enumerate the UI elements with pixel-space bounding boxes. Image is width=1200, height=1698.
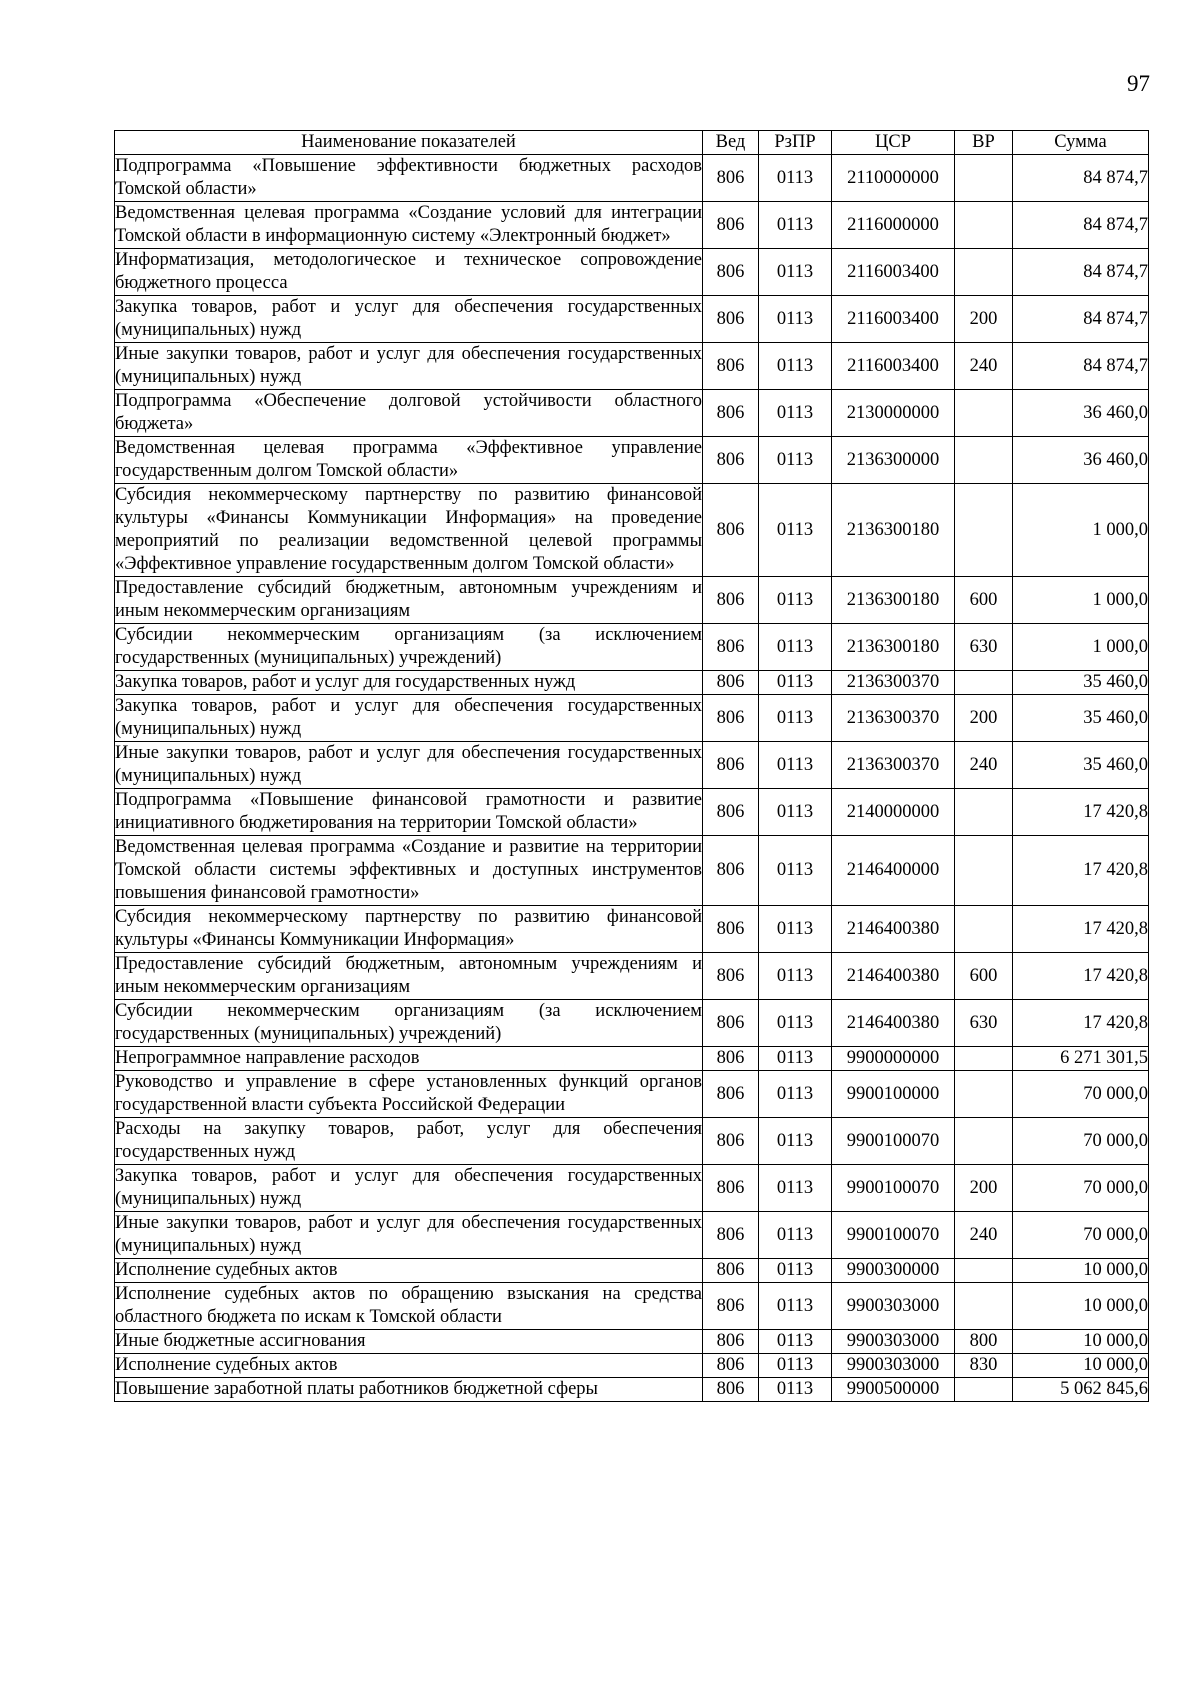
- table-row: [115, 1354, 1149, 1378]
- cell-sum: 10 000,0: [1013, 1330, 1149, 1354]
- cell-ved: 806: [703, 624, 759, 671]
- cell-ved: 806: [703, 155, 759, 202]
- cell-vr: [955, 1071, 1013, 1118]
- cell-sum: 10 000,0: [1013, 1283, 1149, 1330]
- cell-ved: 806: [703, 437, 759, 484]
- cell-name: Подпрограмма «Обеспечение долговой устойчивости областного бюджета»: [115, 390, 703, 437]
- budget-table: [114, 130, 1149, 1402]
- cell-rzpr: 0113: [759, 1354, 832, 1378]
- cell-vr: [955, 484, 1013, 577]
- cell-ved: 806: [703, 1283, 759, 1330]
- cell-vr: 200: [955, 695, 1013, 742]
- cell-vr: [955, 437, 1013, 484]
- cell-rzpr: 0113: [759, 1165, 832, 1212]
- cell-sum: 84 874,7: [1013, 296, 1149, 343]
- cell-rzpr: 0113: [759, 484, 832, 577]
- cell-csr: 2146400380: [832, 906, 955, 953]
- cell-ved: 806: [703, 1047, 759, 1071]
- cell-csr: 2146400380: [832, 953, 955, 1000]
- cell-sum: 1 000,0: [1013, 484, 1149, 577]
- table-row: [115, 390, 1149, 437]
- cell-ved: 806: [703, 1354, 759, 1378]
- table-row: [115, 1378, 1149, 1402]
- cell-csr: 9900500000: [832, 1378, 955, 1402]
- cell-name: Субсидии некоммерческим организациям (за исключением государственных (муниципальных) учреждений): [115, 1000, 703, 1047]
- cell-ved: 806: [703, 1071, 759, 1118]
- cell-csr: 2136300180: [832, 624, 955, 671]
- cell-csr: 2146400000: [832, 836, 955, 906]
- cell-sum: 70 000,0: [1013, 1118, 1149, 1165]
- cell-name: Иные закупки товаров, работ и услуг для обеспечения государственных (муниципальных) нужд: [115, 1212, 703, 1259]
- cell-csr: 9900303000: [832, 1354, 955, 1378]
- cell-name: Закупка товаров, работ и услуг для обеспечения государственных (муниципальных) нужд: [115, 695, 703, 742]
- cell-rzpr: 0113: [759, 1330, 832, 1354]
- cell-sum: 36 460,0: [1013, 437, 1149, 484]
- cell-vr: 630: [955, 624, 1013, 671]
- cell-sum: 84 874,7: [1013, 155, 1149, 202]
- cell-sum: 84 874,7: [1013, 202, 1149, 249]
- cell-rzpr: 0113: [759, 953, 832, 1000]
- cell-name: Закупка товаров, работ и услуг для обеспечения государственных (муниципальных) нужд: [115, 1165, 703, 1212]
- cell-ved: 806: [703, 249, 759, 296]
- cell-csr: 2146400380: [832, 1000, 955, 1047]
- cell-rzpr: 0113: [759, 202, 832, 249]
- table-row: [115, 343, 1149, 390]
- cell-vr: 600: [955, 953, 1013, 1000]
- cell-rzpr: 0113: [759, 1378, 832, 1402]
- cell-name: Предоставление субсидий бюджетным, автономным учреждениям и иным некоммерческим организациям: [115, 577, 703, 624]
- cell-vr: [955, 1047, 1013, 1071]
- cell-rzpr: 0113: [759, 1212, 832, 1259]
- table-row: [115, 577, 1149, 624]
- cell-csr: 9900100000: [832, 1071, 955, 1118]
- cell-csr: 9900000000: [832, 1047, 955, 1071]
- cell-name: Исполнение судебных актов: [115, 1354, 703, 1378]
- cell-vr: [955, 390, 1013, 437]
- table-body: [115, 155, 1149, 1402]
- header-vr: ВР: [955, 131, 1013, 155]
- cell-ved: 806: [703, 695, 759, 742]
- cell-csr: 2136300180: [832, 484, 955, 577]
- table-row: [115, 296, 1149, 343]
- header-csr: ЦСР: [832, 131, 955, 155]
- cell-csr: 2136300370: [832, 671, 955, 695]
- cell-rzpr: 0113: [759, 249, 832, 296]
- cell-ved: 806: [703, 296, 759, 343]
- cell-rzpr: 0113: [759, 155, 832, 202]
- cell-csr: 2136300370: [832, 742, 955, 789]
- cell-csr: 9900100070: [832, 1212, 955, 1259]
- cell-ved: 806: [703, 953, 759, 1000]
- cell-rzpr: 0113: [759, 624, 832, 671]
- cell-name: Непрограммное направление расходов: [115, 1047, 703, 1071]
- cell-name: Иные закупки товаров, работ и услуг для обеспечения государственных (муниципальных) нужд: [115, 343, 703, 390]
- table-row: [115, 1047, 1149, 1071]
- cell-sum: 17 420,8: [1013, 836, 1149, 906]
- cell-csr: 2130000000: [832, 390, 955, 437]
- cell-name: Ведомственная целевая программа «Эффективное управление государственным долгом Томской области»: [115, 437, 703, 484]
- cell-ved: 806: [703, 789, 759, 836]
- cell-name: Предоставление субсидий бюджетным, автономным учреждениям и иным некоммерческим организациям: [115, 953, 703, 1000]
- cell-ved: 806: [703, 1165, 759, 1212]
- cell-ved: 806: [703, 1118, 759, 1165]
- cell-rzpr: 0113: [759, 1071, 832, 1118]
- cell-sum: 17 420,8: [1013, 789, 1149, 836]
- cell-csr: 2110000000: [832, 155, 955, 202]
- cell-rzpr: 0113: [759, 343, 832, 390]
- cell-rzpr: 0113: [759, 906, 832, 953]
- cell-name: Исполнение судебных актов по обращению взыскания на средства областного бюджета по искам к Томской области: [115, 1283, 703, 1330]
- table-row: [115, 1118, 1149, 1165]
- table-row: [115, 836, 1149, 906]
- table-row: [115, 437, 1149, 484]
- cell-vr: [955, 155, 1013, 202]
- cell-name: Расходы на закупку товаров, работ, услуг для обеспечения государственных нужд: [115, 1118, 703, 1165]
- cell-sum: 10 000,0: [1013, 1259, 1149, 1283]
- table-row: [115, 906, 1149, 953]
- cell-vr: 240: [955, 343, 1013, 390]
- cell-sum: 17 420,8: [1013, 906, 1149, 953]
- cell-ved: 806: [703, 484, 759, 577]
- table-row: [115, 789, 1149, 836]
- cell-ved: 806: [703, 343, 759, 390]
- cell-sum: 84 874,7: [1013, 249, 1149, 296]
- table-row: [115, 249, 1149, 296]
- table-row: [115, 624, 1149, 671]
- cell-name: Ведомственная целевая программа «Создание условий для интеграции Томской области в информационную систему «Электронный бюджет»: [115, 202, 703, 249]
- cell-sum: 36 460,0: [1013, 390, 1149, 437]
- cell-rzpr: 0113: [759, 1283, 832, 1330]
- cell-csr: 2116003400: [832, 343, 955, 390]
- header-ved: Вед: [703, 131, 759, 155]
- cell-rzpr: 0113: [759, 1118, 832, 1165]
- table-row: [115, 1212, 1149, 1259]
- cell-sum: 6 271 301,5: [1013, 1047, 1149, 1071]
- cell-rzpr: 0113: [759, 1047, 832, 1071]
- cell-ved: 806: [703, 1000, 759, 1047]
- cell-rzpr: 0113: [759, 1259, 832, 1283]
- cell-name: Субсидии некоммерческим организациям (за исключением государственных (муниципальных) учреждений): [115, 624, 703, 671]
- table-row: [115, 202, 1149, 249]
- cell-vr: [955, 671, 1013, 695]
- cell-sum: 70 000,0: [1013, 1212, 1149, 1259]
- cell-name: Информатизация, методологическое и техническое сопровождение бюджетного процесса: [115, 249, 703, 296]
- cell-sum: 70 000,0: [1013, 1165, 1149, 1212]
- cell-csr: 9900100070: [832, 1118, 955, 1165]
- cell-name: Подпрограмма «Повышение эффективности бюджетных расходов Томской области»: [115, 155, 703, 202]
- cell-vr: [955, 1378, 1013, 1402]
- cell-csr: 9900100070: [832, 1165, 955, 1212]
- cell-name: Иные закупки товаров, работ и услуг для обеспечения государственных (муниципальных) нужд: [115, 742, 703, 789]
- table-row: [115, 742, 1149, 789]
- table-row: [115, 1259, 1149, 1283]
- cell-csr: 2136300180: [832, 577, 955, 624]
- cell-vr: [955, 906, 1013, 953]
- cell-vr: 600: [955, 577, 1013, 624]
- cell-vr: [955, 1259, 1013, 1283]
- cell-rzpr: 0113: [759, 1000, 832, 1047]
- cell-sum: 10 000,0: [1013, 1354, 1149, 1378]
- cell-ved: 806: [703, 1378, 759, 1402]
- cell-csr: 2140000000: [832, 789, 955, 836]
- cell-ved: 806: [703, 577, 759, 624]
- cell-name: Подпрограмма «Повышение финансовой грамотности и развитие инициативного бюджетирования на территории Томской области»: [115, 789, 703, 836]
- cell-ved: 806: [703, 671, 759, 695]
- table-row: [115, 1165, 1149, 1212]
- cell-csr: 2136300370: [832, 695, 955, 742]
- table-row: [115, 695, 1149, 742]
- table-row: [115, 155, 1149, 202]
- cell-name: Иные бюджетные ассигнования: [115, 1330, 703, 1354]
- cell-name: Закупка товаров, работ и услуг для государственных нужд: [115, 671, 703, 695]
- cell-rzpr: 0113: [759, 836, 832, 906]
- table-row: [115, 1000, 1149, 1047]
- cell-name: Субсидия некоммерческому партнерству по развитию финансовой культуры «Финансы Коммуникации Информация»: [115, 906, 703, 953]
- header-rzpr: РзПР: [759, 131, 832, 155]
- header-sum: Сумма: [1013, 131, 1149, 155]
- header-name: Наименование показателей: [115, 131, 703, 155]
- cell-ved: 806: [703, 1330, 759, 1354]
- cell-rzpr: 0113: [759, 742, 832, 789]
- cell-rzpr: 0113: [759, 577, 832, 624]
- cell-sum: 35 460,0: [1013, 742, 1149, 789]
- cell-vr: [955, 1118, 1013, 1165]
- cell-sum: 1 000,0: [1013, 624, 1149, 671]
- table-row: [115, 484, 1149, 577]
- cell-vr: [955, 836, 1013, 906]
- cell-rzpr: 0113: [759, 390, 832, 437]
- table-row: [115, 1283, 1149, 1330]
- cell-rzpr: 0113: [759, 789, 832, 836]
- cell-name: Руководство и управление в сфере установленных функций органов государственной власти субъекта Российской Федерации: [115, 1071, 703, 1118]
- cell-sum: 5 062 845,6: [1013, 1378, 1149, 1402]
- cell-name: Субсидия некоммерческому партнерству по развитию финансовой культуры «Финансы Коммуникации Информация» на проведение мероприятий по реализации ведомственной целевой программы «Эффективное управление государственным долгом Томской области»: [115, 484, 703, 577]
- cell-ved: 806: [703, 202, 759, 249]
- cell-vr: [955, 789, 1013, 836]
- table-header-row: [115, 131, 1149, 155]
- cell-name: Закупка товаров, работ и услуг для обеспечения государственных (муниципальных) нужд: [115, 296, 703, 343]
- cell-ved: 806: [703, 906, 759, 953]
- cell-rzpr: 0113: [759, 695, 832, 742]
- table-row: [115, 671, 1149, 695]
- table-row: [115, 953, 1149, 1000]
- cell-ved: 806: [703, 742, 759, 789]
- cell-vr: 200: [955, 1165, 1013, 1212]
- cell-sum: 35 460,0: [1013, 671, 1149, 695]
- cell-csr: 2116003400: [832, 296, 955, 343]
- cell-vr: [955, 249, 1013, 296]
- cell-csr: 9900303000: [832, 1330, 955, 1354]
- cell-ved: 806: [703, 836, 759, 906]
- cell-rzpr: 0113: [759, 296, 832, 343]
- cell-sum: 35 460,0: [1013, 695, 1149, 742]
- cell-sum: 70 000,0: [1013, 1071, 1149, 1118]
- cell-vr: 630: [955, 1000, 1013, 1047]
- table-row: [115, 1071, 1149, 1118]
- cell-name: Исполнение судебных актов: [115, 1259, 703, 1283]
- cell-csr: 9900303000: [832, 1283, 955, 1330]
- cell-vr: 240: [955, 1212, 1013, 1259]
- cell-csr: 2116003400: [832, 249, 955, 296]
- cell-ved: 806: [703, 1259, 759, 1283]
- cell-name: Ведомственная целевая программа «Создание и развитие на территории Томской области системы эффективных и доступных инструментов повышения финансовой грамотности»: [115, 836, 703, 906]
- cell-sum: 1 000,0: [1013, 577, 1149, 624]
- cell-vr: [955, 1283, 1013, 1330]
- cell-name: Повышение заработной платы работников бюджетной сферы: [115, 1378, 703, 1402]
- cell-sum: 17 420,8: [1013, 1000, 1149, 1047]
- cell-sum: 17 420,8: [1013, 953, 1149, 1000]
- cell-sum: 84 874,7: [1013, 343, 1149, 390]
- cell-rzpr: 0113: [759, 671, 832, 695]
- cell-vr: 830: [955, 1354, 1013, 1378]
- cell-rzpr: 0113: [759, 437, 832, 484]
- cell-vr: 200: [955, 296, 1013, 343]
- cell-vr: 800: [955, 1330, 1013, 1354]
- cell-csr: 2116000000: [832, 202, 955, 249]
- cell-csr: 9900300000: [832, 1259, 955, 1283]
- cell-ved: 806: [703, 1212, 759, 1259]
- cell-vr: [955, 202, 1013, 249]
- cell-vr: 240: [955, 742, 1013, 789]
- table-row: [115, 1330, 1149, 1354]
- cell-ved: 806: [703, 390, 759, 437]
- page-number: 97: [1127, 71, 1150, 96]
- cell-csr: 2136300000: [832, 437, 955, 484]
